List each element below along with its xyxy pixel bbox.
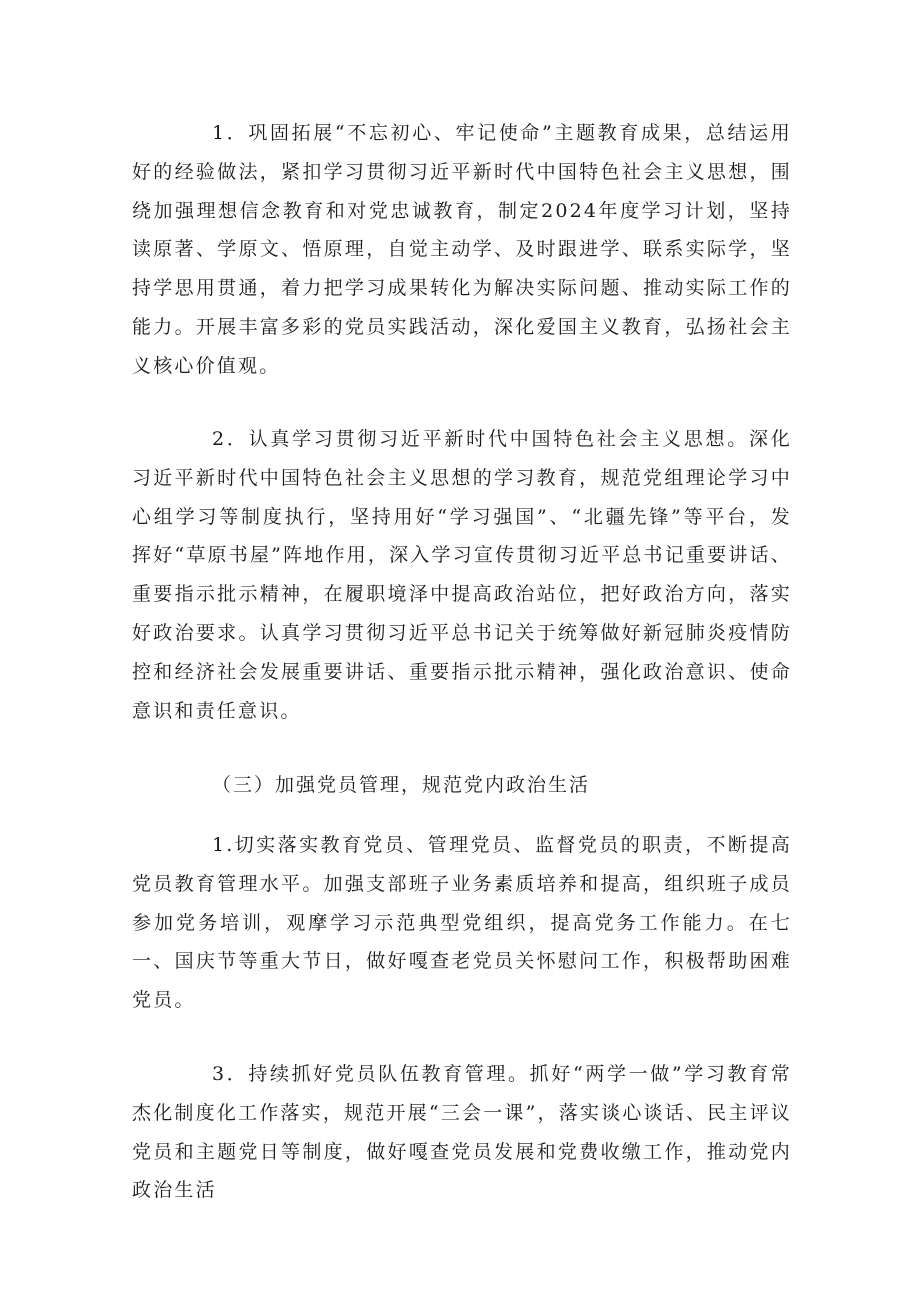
paragraph-study-plan: 1．巩固拓展“不忘初心、牢记使命”主题教育成果，总结运用好的经验做法，紧扣学习贯彻习近平新时代中国特色社会主义思想，围绕加强理想信念教育和对党忠诚教育，制定2024年度学习计划，坚持读原著、学原文、悟原理，自觉主动学、及时跟进学、联系实际学，坚持学思用贯通，着力把学习成果转化为解决实际问题、推动实际工作的能力。开展丰富多彩的党员实践活动，深化爱国主义教育，弘扬社会主义核心价值观。: [132, 122, 792, 377]
section-heading-party-member-management: （三）加强党员管理，规范党内政治生活: [212, 774, 591, 796]
paragraph-study-thought: 2．认真学习贯彻习近平新时代中国特色社会主义思想。深化习近平新时代中国特色社会主义思想的学习教育，规范党组理论学习中心组学习等制度执行，坚持用好“学习强国”、“北疆先锋”等平台，发挥好“草原书屋”阵地作用，深入学习宣传贯彻习近平总书记重要讲话、重要指示批示精神，在履职境泽中提高政治站位，把好政治方向，落实好政治要求。认真学习贯彻习近平总书记关于统筹做好新冠肺炎疫情防控和经济社会发展重要讲话、重要指示批示精神，强化政治意识、使命意识和责任意识。: [132, 428, 792, 722]
paragraph-member-education: 1.切实落实教育党员、管理党员、监督党员的职责，不断提高党员教育管理水平。加强支部班子业务素质培养和提高，组织班子成员参加党务培训，观摩学习示范典型党组织，提高党务工作能力。在七一、国庆节等重大节日，做好嘎查老党员关怀慰问工作，积极帮助困难党员。: [132, 834, 792, 1012]
paragraph-member-team-management: 3．持续抓好党员队伍教育管理。抓好“两学一做”学习教育常杰化制度化工作落实，规范开展“三会一课”，落实谈心谈话、民主评议党员和主题党日等制度，做好嘎查党员发展和党费收缴工作，推动党内政治生活: [132, 1063, 792, 1202]
